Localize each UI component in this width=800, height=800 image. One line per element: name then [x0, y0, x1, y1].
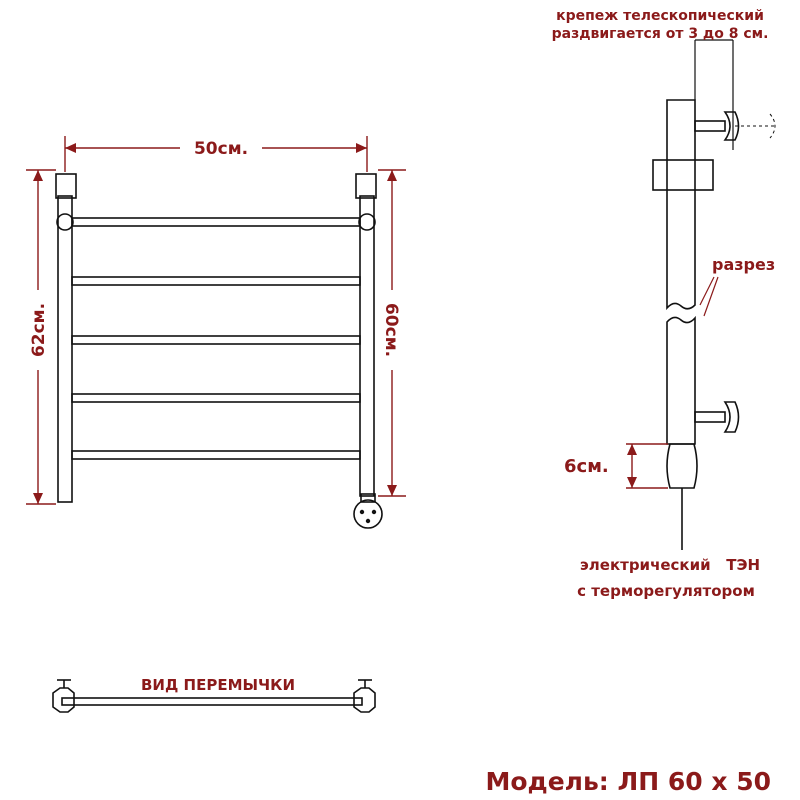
jumper-view-label: ВИД ПЕРЕМЫЧКИ [140, 676, 296, 694]
width-label: 50см. [193, 139, 249, 159]
front-view [26, 136, 406, 528]
right-post [360, 196, 374, 496]
width-dimension [65, 136, 367, 172]
mount-label-line2: раздвигается от 3 до 8 см. [551, 26, 769, 42]
height-inner-label: 60см. [381, 302, 401, 358]
left-post [58, 196, 72, 502]
height-outer-label: 62см. [29, 302, 49, 358]
offset-label: 6см. [564, 456, 609, 477]
jumper-bar [62, 698, 362, 705]
heater-connector-icon [354, 500, 382, 528]
right-jumper-nut-icon [354, 688, 375, 712]
heater-label-line1: электрический ТЭН [579, 556, 761, 574]
rung-5 [72, 451, 360, 459]
right-top-fitting [359, 214, 375, 230]
lower-mount-flange-icon [725, 402, 739, 432]
height-inner-dimension [378, 170, 406, 496]
height-outer-dimension [26, 170, 56, 504]
lower-mount-rod [695, 412, 725, 422]
offset-dimension [564, 444, 668, 488]
upper-mount-rod [695, 121, 725, 131]
clamp-block [653, 160, 713, 190]
rung-4 [72, 394, 360, 402]
jumper-view [53, 676, 375, 712]
mount-label-line1: крепеж телескопический [556, 8, 764, 24]
left-top-fitting [57, 214, 73, 230]
rung-2 [72, 277, 360, 285]
heater-label-line2: с терморегулятором [577, 582, 755, 600]
rung-3 [72, 336, 360, 344]
rung-1 [72, 218, 360, 226]
model-label: Модель: ЛП 60 х 50 [485, 767, 771, 796]
right-top-cap [356, 174, 376, 198]
heater-element-icon [667, 444, 697, 488]
cut-label: разрез [712, 255, 776, 274]
left-jumper-nut-icon [53, 688, 74, 712]
side-view [552, 8, 776, 600]
left-top-cap [56, 174, 76, 198]
